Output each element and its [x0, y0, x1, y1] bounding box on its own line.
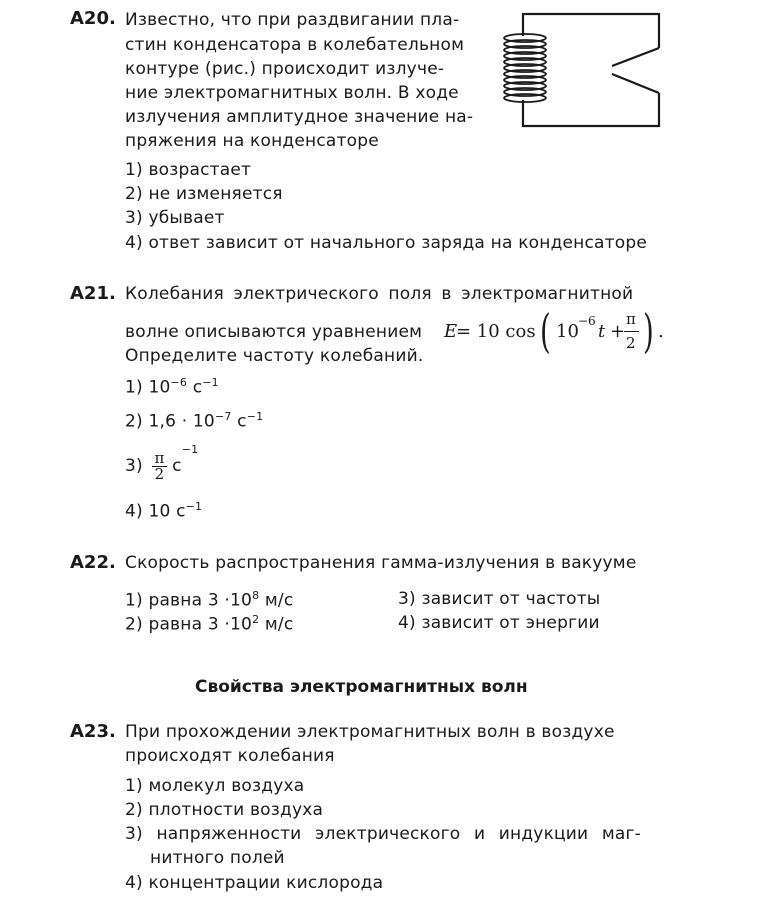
equation-exponent: −6 — [578, 314, 596, 328]
text-line: При прохождении электромагнитных волн в воздухе — [125, 722, 615, 742]
option-1-exp: −6 — [170, 376, 188, 389]
equation-field-symbol: E — [444, 321, 458, 342]
text-line: излучения амплитудное значение на- — [125, 107, 474, 127]
option-3-label: 3) — [125, 456, 143, 476]
question-number-a22: А22. — [70, 552, 116, 573]
answer-option: 1) молекул воздуха — [125, 776, 305, 796]
circuit-wire-bottom — [523, 93, 659, 126]
option-4-label: 4) 10 с — [125, 501, 186, 522]
option-3-den: 2 — [154, 464, 165, 483]
answer-option: 2) не изменяется — [125, 184, 283, 204]
question-number-a23: А23. — [70, 721, 116, 742]
option-1-exp: 8 — [252, 589, 260, 602]
option-3-num: π — [154, 448, 165, 467]
text-line: ние электромагнитных волн. В ходе — [125, 83, 459, 103]
section-heading: Свойства электромагнитных волн — [195, 677, 528, 697]
right-paren-icon: ) — [643, 304, 654, 358]
capacitor-plate-top — [612, 48, 659, 66]
answer-option: 4) концентрации кислорода — [125, 873, 384, 893]
option-2-unit: с — [231, 411, 247, 432]
option-1-unit-exp: −1 — [202, 376, 219, 389]
equation-two: 2 — [626, 334, 636, 352]
answer-option — [125, 443, 198, 482]
answer-option: 1) возрастает — [125, 160, 252, 180]
text-line: Известно, что при раздвигании пла- — [125, 10, 460, 30]
option-3-unit-exp: −1 — [181, 443, 199, 456]
option-1-unit: м/с — [259, 590, 294, 611]
option-3-fraction — [152, 448, 166, 483]
answer-option — [125, 410, 263, 432]
option-1-label: 1) 10 — [125, 377, 171, 398]
answer-option: 2) плотности воздуха — [125, 800, 324, 820]
equation-period: . — [658, 321, 664, 342]
equation-amplitude-cos: = 10 cos — [456, 321, 536, 342]
option-2-exp: −7 — [214, 410, 232, 423]
option-1-text: 1) равна 3 ·10 — [125, 590, 253, 611]
option-2-label: 2) 1,6 · 10 — [125, 411, 215, 432]
equation-time-symbol: t — [598, 321, 606, 342]
left-paren-icon: ( — [540, 304, 551, 358]
text-line: Колебания электрического поля в электромагнитной — [125, 284, 634, 304]
option-2-unit-exp: −1 — [246, 410, 264, 423]
answer-option — [125, 589, 293, 611]
text-line: волне описываются уравнением — [125, 322, 423, 342]
fraction-bar — [624, 331, 639, 332]
text-line: Скорость распространения гамма-излучения в вакууме — [125, 553, 637, 573]
option-3-unit: с — [172, 456, 182, 476]
answer-option: 3) зависит от частоты — [398, 589, 601, 609]
answer-option-continued: нитного полей — [150, 848, 285, 868]
capacitor-plate-bottom — [612, 74, 659, 93]
oscillating-circuit-figure — [495, 8, 665, 133]
text-line: стин конденсатора в колебательном — [125, 35, 465, 55]
text-line: контуре (рис.) происходит излуче- — [125, 59, 445, 79]
option-2-exp: 2 — [252, 613, 260, 626]
equation-plus: + — [610, 321, 626, 342]
question-number-a21: А21. — [70, 283, 116, 304]
answer-option: 4) ответ зависит от начального заряда на конденсаторе — [125, 233, 648, 253]
option-1-unit: с — [187, 377, 203, 398]
equation-pi: π — [626, 310, 636, 328]
answer-option — [125, 613, 293, 635]
answer-option: 4) зависит от энергии — [398, 613, 600, 633]
equation-coef: 10 — [556, 321, 579, 342]
option-2-unit: м/с — [259, 614, 294, 635]
answer-option — [125, 500, 202, 522]
option-2-text: 2) равна 3 ·10 — [125, 614, 253, 635]
option-4-exp: −1 — [185, 500, 203, 513]
answer-option — [125, 376, 219, 398]
text-line: пряжения на конденсаторе — [125, 131, 379, 151]
text-line: происходят колебания — [125, 746, 335, 766]
answer-option: 3) напряженности электрического и индукции маг- — [125, 824, 642, 844]
answer-option: 3) убывает — [125, 208, 225, 228]
question-number-a20: А20. — [70, 8, 116, 29]
text-line: Определите частоту колебаний. — [125, 346, 424, 366]
coil-icon — [504, 34, 546, 102]
